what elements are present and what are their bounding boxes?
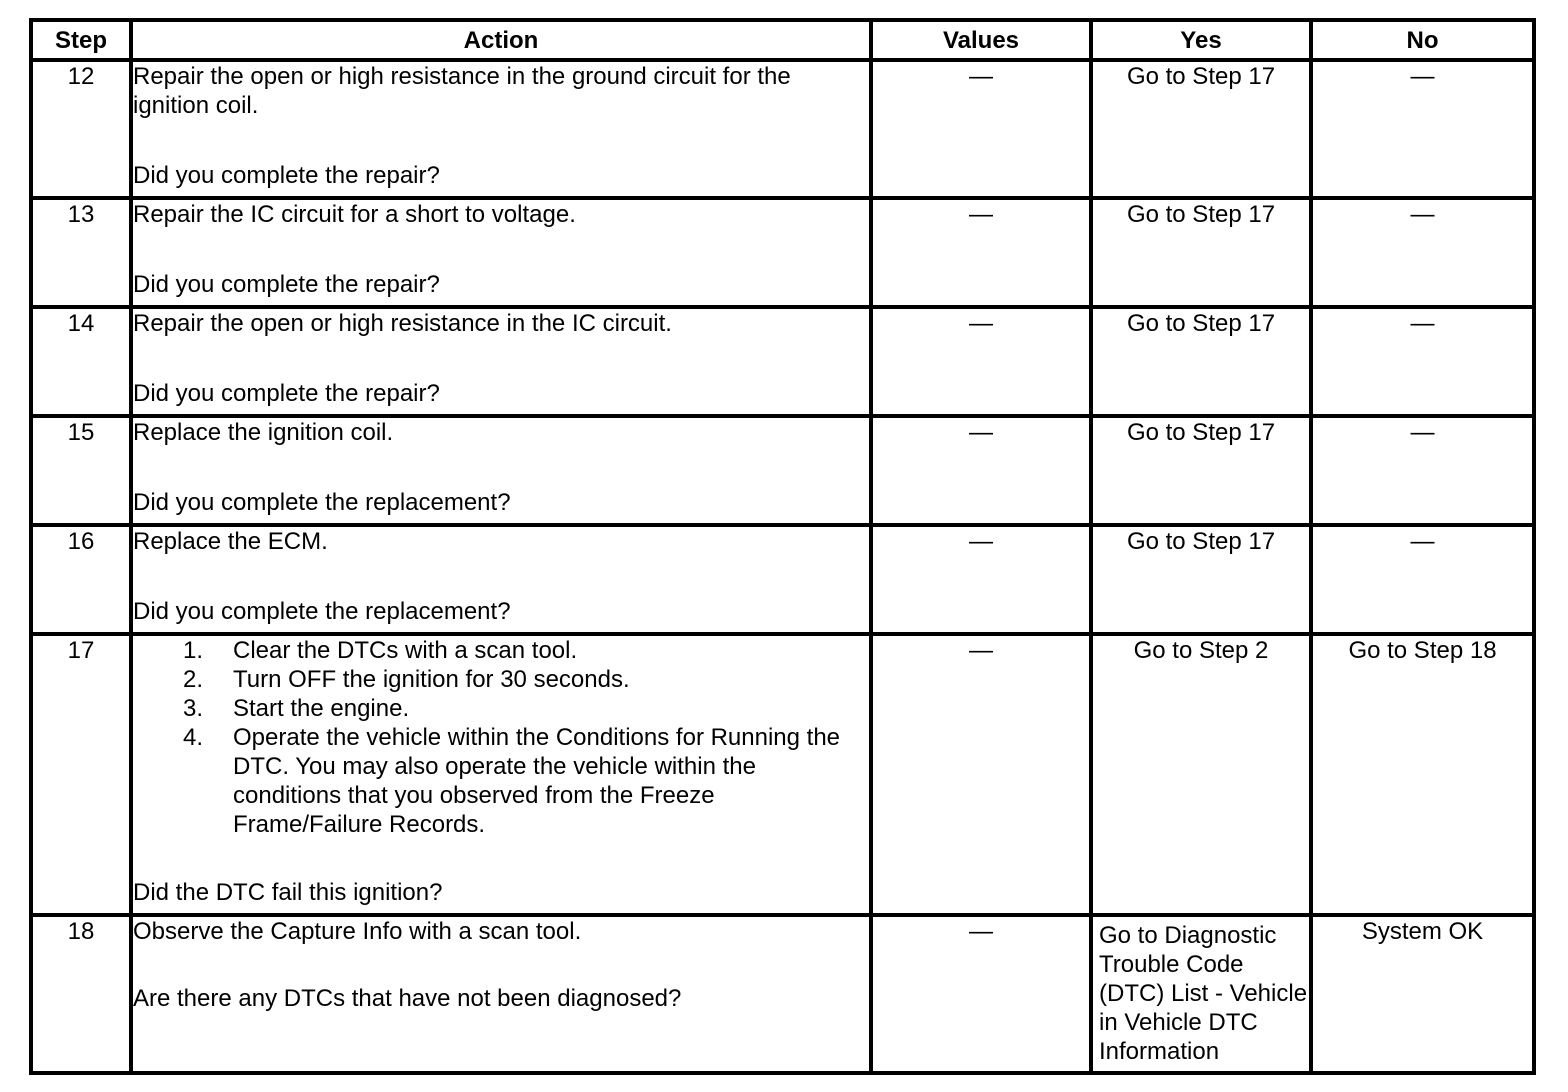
- step-number: 14: [31, 307, 131, 416]
- action-question: Did the DTC fail this ignition?: [133, 879, 443, 906]
- header-action: Action: [131, 20, 871, 60]
- list-item: [133, 723, 869, 839]
- header-row: [31, 20, 1534, 60]
- header-values: Values: [871, 20, 1091, 60]
- list-text: Clear the DTCs with a scan tool.: [233, 637, 578, 664]
- list-text: Operate the vehicle within the Conditions for Running the DTC. You may also operate the vehicle within the conditions that you observed from the Freeze Frame/Failure Records.: [233, 724, 841, 838]
- no-cell: —: [1311, 416, 1534, 525]
- list-number: 4.: [183, 724, 204, 751]
- step-number: 15: [31, 416, 131, 525]
- yes-link[interactable]: Go to Step 17: [1091, 525, 1311, 634]
- action-instruction: Repair the IC circuit for a short to voltage.: [133, 201, 576, 228]
- action-question: Did you complete the repair?: [133, 162, 440, 189]
- action-cell: [131, 198, 871, 307]
- action-instruction: Replace the ignition coil.: [133, 419, 394, 446]
- yes-link[interactable]: Go to Step 17: [1091, 416, 1311, 525]
- table-row: [31, 60, 1534, 198]
- table-row: [31, 307, 1534, 416]
- step-number: 13: [31, 198, 131, 307]
- table-row: [31, 525, 1534, 634]
- values-cell: —: [871, 60, 1091, 198]
- action-cell: [131, 60, 871, 198]
- no-cell: System OK: [1311, 915, 1534, 1073]
- values-cell: —: [871, 198, 1091, 307]
- values-cell: —: [871, 525, 1091, 634]
- table-row: [31, 416, 1534, 525]
- action-question: Did you complete the repair?: [133, 271, 440, 298]
- list-number: 3.: [183, 695, 204, 722]
- step-number: 12: [31, 60, 131, 198]
- header-yes: Yes: [1091, 20, 1311, 60]
- action-cell: [131, 915, 871, 1073]
- action-cell: [131, 416, 871, 525]
- no-cell: —: [1311, 307, 1534, 416]
- values-cell: —: [871, 915, 1091, 1073]
- values-cell: —: [871, 634, 1091, 915]
- action-instruction: Repair the open or high resistance in the IC circuit.: [133, 310, 672, 337]
- list-item: [133, 694, 869, 723]
- no-link[interactable]: Go to Step 18: [1311, 634, 1534, 915]
- action-question: Did you complete the repair?: [133, 380, 440, 407]
- action-question: Did you complete the replacement?: [133, 598, 511, 625]
- table-row: [31, 198, 1534, 307]
- list-item: [133, 665, 869, 694]
- action-instruction: Observe the Capture Info with a scan tool.: [133, 918, 582, 945]
- yes-link[interactable]: Go to Step 17: [1091, 307, 1311, 416]
- yes-link[interactable]: Go to Step 17: [1091, 198, 1311, 307]
- list-item: [133, 636, 869, 665]
- list-number: 1.: [183, 637, 204, 664]
- diagnostic-table: [29, 18, 1536, 1075]
- action-cell: [131, 525, 871, 634]
- action-question: Did you complete the replacement?: [133, 489, 511, 516]
- action-cell: [131, 634, 871, 915]
- no-cell: —: [1311, 525, 1534, 634]
- yes-link[interactable]: Go to Step 2: [1091, 634, 1311, 915]
- header-step: Step: [31, 20, 131, 60]
- action-cell: [131, 307, 871, 416]
- step-number: 16: [31, 525, 131, 634]
- yes-link[interactable]: Go to Diagnostic Trouble Code (DTC) List - Vehicle in Vehicle DTC Information: [1091, 915, 1311, 1073]
- table-row: [31, 634, 1534, 915]
- yes-link[interactable]: Go to Step 17: [1091, 60, 1311, 198]
- procedure-list: [133, 636, 869, 839]
- no-cell: —: [1311, 60, 1534, 198]
- action-instruction: Replace the ECM.: [133, 528, 328, 555]
- list-text: Turn OFF the ignition for 30 seconds.: [233, 666, 630, 693]
- no-cell: —: [1311, 198, 1534, 307]
- list-text: Start the engine.: [233, 695, 410, 722]
- action-instruction: Repair the open or high resistance in the ground circuit for the ignition coil.: [133, 63, 791, 119]
- step-number: 17: [31, 634, 131, 915]
- values-cell: —: [871, 416, 1091, 525]
- header-no: No: [1311, 20, 1534, 60]
- action-question: Are there any DTCs that have not been diagnosed?: [133, 985, 682, 1012]
- list-number: 2.: [183, 666, 204, 693]
- values-cell: —: [871, 307, 1091, 416]
- step-number: 18: [31, 915, 131, 1073]
- table-row: [31, 915, 1534, 1073]
